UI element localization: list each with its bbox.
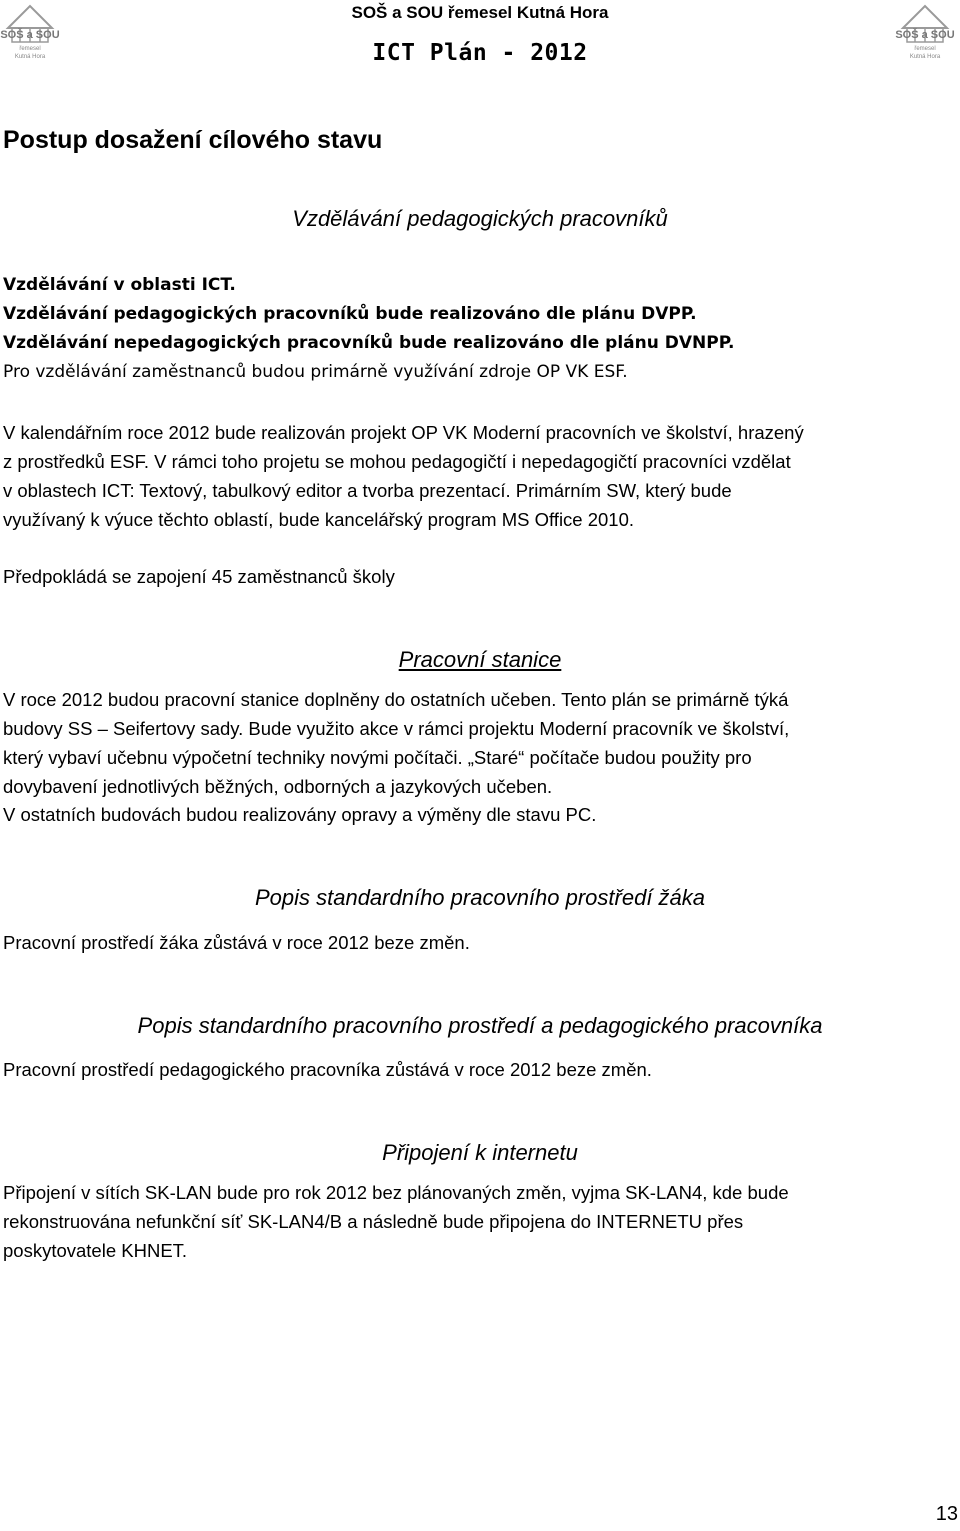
stations-line: který vybaví učebnu výpočetní techniky novými počítači. „Staré“ počítače budou použity pro [3,747,752,768]
svg-text:řemesel: řemesel [19,46,41,52]
stations-line: V roce 2012 budou pracovní stanice doplněny do ostatních učeben. Tento plán se primárně týká [3,689,789,710]
header-school-name: SOŠ a SOU řemesel Kutná Hora [351,3,609,22]
teacher-env-heading: Popis standardního pracovního prostředí a pedagogického pracovníka [137,1013,823,1038]
stations-line: dovybavení jednotlivých běžných, odborných a jazykových učeben. [3,776,553,797]
edu-line: Pro vzdělávání zaměstnanců budou primárně využívání zdroje OP VK ESF. [3,362,628,382]
edu-line: Vzdělávání pedagogických pracovníků bude realizováno dle plánu DVPP. [3,304,697,324]
stations-heading: Pracovní stanice [398,647,562,672]
edu-line: Vzdělávání nepedagogických pracovníků bude realizováno dle plánu DVNPP. [3,333,735,353]
student-env-heading: Popis standardního pracovního prostředí žáka [254,885,706,910]
header-doc-title: ICT Plán - 2012 [372,40,588,66]
stations-line: V ostatních budovách budou realizovány opravy a výměny dle stavu PC. [3,804,597,825]
edu-paragraph-line: v oblastech ICT: Textový, tabulkový editor a tvorba prezentací. Primárním SW, který bude [3,480,732,501]
edu-paragraph-line: využívaný k výuce těchto oblastí, bude kancelářský program MS Office 2010. [3,509,635,530]
edu-expected: Předpokládá se zapojení 45 zaměstnanců školy [3,566,395,587]
student-env-text: Pracovní prostředí žáka zůstává v roce 2012 beze změn. [3,932,470,953]
edu-paragraph-line: V kalendářním roce 2012 bude realizován projekt OP VK Moderní pracovních ve školství, hrazený [3,422,804,443]
edu-line: Vzdělávání v oblasti ICT. [3,275,236,295]
section-title: Postup dosažení cílového stavu [3,126,383,154]
internet-heading: Připojení k internetu [382,1140,578,1165]
svg-text:Kutná Hora: Kutná Hora [909,54,941,60]
internet-line: rekonstruována nefunkční síť SK-LAN4/B a následně bude připojena do INTERNETU přes [3,1211,744,1232]
internet-line: Připojení v sítích SK-LAN bude pro rok 2012 bez plánovaných změn, vyjma SK-LAN4, kde bude [3,1182,789,1203]
svg-text:SOŠ a SOU: SOŠ a SOU [895,29,955,41]
edu-heading: Vzdělávání pedagogických pracovníků [292,206,668,231]
svg-text:SOŠ a SOU: SOŠ a SOU [0,29,60,41]
internet-line: poskytovatele KHNET. [3,1240,188,1261]
svg-text:Kutná Hora: Kutná Hora [14,54,46,60]
page-number: 13 [935,1503,958,1525]
stations-line: budovy SS – Seifertovy sady. Bude využito akce v rámci projektu Moderní pracovník ve školství, [3,718,790,739]
svg-text:řemesel: řemesel [914,46,936,52]
edu-paragraph-line: z prostředků ESF. V rámci toho projetu se mohou pedagogičtí i nepedagogičtí pracovníci vzdělat [3,451,791,472]
teacher-env-text: Pracovní prostředí pedagogického pracovníka zůstává v roce 2012 beze změn. [3,1059,652,1080]
